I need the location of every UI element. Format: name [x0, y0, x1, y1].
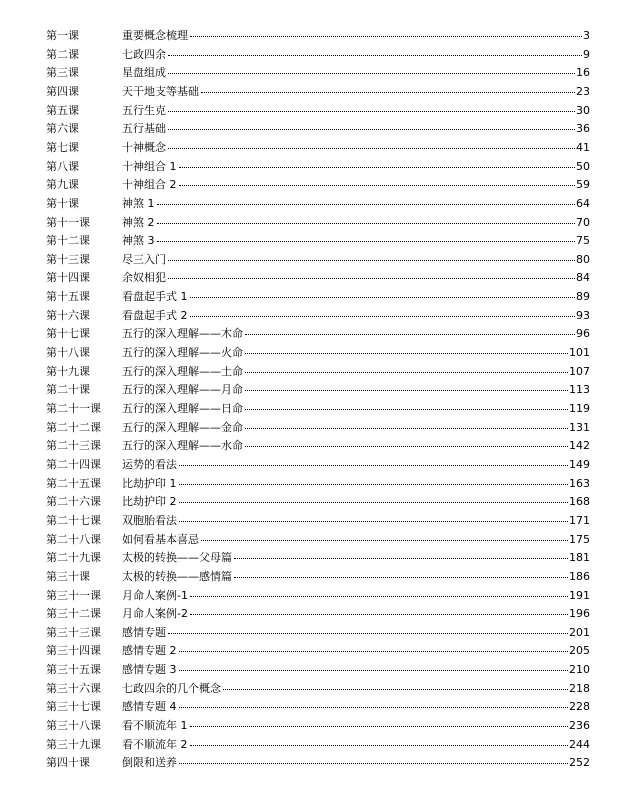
- lesson-title: 感情专题 2: [122, 644, 177, 658]
- toc-entry[interactable]: [0, 102, 636, 121]
- toc-entry[interactable]: [0, 251, 636, 270]
- dot-leader: [168, 129, 575, 130]
- lesson-title: 感情专题 4: [122, 700, 177, 714]
- lesson-title: 五行的深入理解——金命: [122, 420, 243, 434]
- page-number: 236: [569, 719, 590, 733]
- page-number: 16: [576, 66, 590, 80]
- lesson-title: 比劫护印 2: [122, 495, 177, 509]
- page-number: 101: [569, 346, 590, 360]
- toc-entry[interactable]: [0, 419, 636, 438]
- toc-entry-line: [122, 158, 590, 176]
- toc-entry-line: [122, 64, 590, 82]
- toc-entry-line: [122, 587, 590, 605]
- toc-entry-line: [122, 363, 590, 381]
- lesson-number: 第二十二课: [46, 420, 101, 434]
- lesson-title: 双胞胎看法: [122, 513, 177, 527]
- lesson-title: 神煞 1: [122, 196, 155, 210]
- lesson-number: 第四课: [46, 84, 79, 98]
- dot-leader: [179, 167, 576, 168]
- lesson-number: 第十二课: [46, 234, 90, 248]
- toc-entry-line: [122, 269, 590, 287]
- toc-entry-line: [122, 531, 590, 549]
- toc-entry-line: [122, 214, 590, 232]
- toc-entry-line: [122, 400, 590, 418]
- toc-entry[interactable]: [0, 475, 636, 494]
- toc-entry[interactable]: [0, 642, 636, 661]
- toc-entry[interactable]: [0, 400, 636, 419]
- toc-entry-line: [122, 493, 590, 511]
- lesson-title: 太极的转换——父母篇: [122, 551, 232, 565]
- toc-entry[interactable]: [0, 214, 636, 233]
- lesson-title: 五行的深入理解——火命: [122, 346, 243, 360]
- toc-entry-line: [122, 661, 590, 679]
- lesson-number: 第五课: [46, 103, 79, 117]
- dot-leader: [190, 614, 568, 615]
- toc-entry[interactable]: [0, 232, 636, 251]
- toc-entry-line: [122, 512, 590, 530]
- dot-leader: [245, 353, 568, 354]
- page-number: 41: [576, 140, 590, 154]
- toc-entry-line: [122, 717, 590, 735]
- lesson-number: 第六课: [46, 122, 79, 136]
- lesson-title: 比劫护印 1: [122, 476, 177, 490]
- page-number: 205: [569, 644, 590, 658]
- lesson-number: 第二十九课: [46, 551, 101, 565]
- toc-entry[interactable]: [0, 288, 636, 307]
- lesson-title: 五行的深入理解——木命: [122, 327, 243, 341]
- dot-leader: [245, 372, 568, 373]
- lesson-number: 第二十一课: [46, 402, 101, 415]
- lesson-number: 第十三课: [46, 252, 90, 266]
- toc-entry[interactable]: [0, 325, 636, 344]
- toc-entry[interactable]: [0, 64, 636, 83]
- toc-entry-line: [122, 437, 590, 455]
- toc-entry-line: [122, 307, 590, 325]
- toc-entry-line: [122, 251, 590, 269]
- toc-entry-line: [122, 642, 590, 660]
- lesson-number: 第一课: [46, 29, 79, 42]
- page-number: 228: [569, 700, 590, 714]
- page-number: 142: [569, 439, 590, 453]
- dot-leader: [179, 465, 568, 466]
- dot-leader: [168, 55, 582, 56]
- page-number: 218: [569, 681, 590, 695]
- lesson-title: 十神概念: [122, 140, 166, 154]
- dot-leader: [245, 334, 575, 335]
- dot-leader: [179, 670, 569, 671]
- lesson-number: 第四十课: [46, 756, 90, 770]
- toc-entry[interactable]: [0, 139, 636, 158]
- toc-entry[interactable]: [0, 531, 636, 550]
- toc-entry[interactable]: [0, 568, 636, 587]
- toc-entry-line: [122, 381, 590, 399]
- lesson-number: 第二十八课: [46, 532, 101, 546]
- lesson-title: 尽三入门: [122, 252, 166, 266]
- lesson-number: 第三十八课: [46, 719, 101, 733]
- page-number: 36: [576, 122, 590, 136]
- toc-entry[interactable]: [0, 381, 636, 400]
- lesson-title: 星盘组成: [122, 66, 166, 80]
- toc-entry[interactable]: [0, 176, 636, 195]
- dot-leader: [234, 577, 568, 578]
- toc-entry[interactable]: [0, 512, 636, 531]
- dot-leader: [168, 633, 568, 634]
- lesson-number: 第二十课: [46, 383, 90, 397]
- dot-leader: [245, 390, 568, 391]
- lesson-number: 第二十四课: [46, 457, 101, 471]
- lesson-number: 第三十二课: [46, 607, 101, 621]
- toc-entry[interactable]: [0, 195, 636, 214]
- page-number: 84: [576, 271, 590, 285]
- lesson-title: 神煞 2: [122, 215, 155, 229]
- page-number: 70: [576, 215, 590, 229]
- toc-entry-line: [122, 456, 590, 474]
- page-number: 96: [576, 327, 590, 341]
- page-number: 93: [576, 308, 590, 322]
- toc-entry-line: [122, 139, 590, 157]
- page-number: 50: [576, 159, 590, 173]
- lesson-title: 七政四余: [122, 47, 166, 61]
- toc-entry-line: [122, 475, 590, 493]
- lesson-number: 第三十一课: [46, 588, 101, 602]
- dot-leader: [179, 521, 568, 522]
- lesson-title: 五行的深入理解——日命: [122, 402, 243, 415]
- dot-leader: [168, 111, 575, 112]
- toc-entry-line: [122, 232, 590, 250]
- page-number: 171: [569, 513, 590, 527]
- toc-entry-line: [122, 680, 590, 698]
- toc-entry[interactable]: [0, 549, 636, 568]
- dot-leader: [179, 651, 569, 652]
- dot-leader: [157, 241, 576, 242]
- page-number: 64: [576, 196, 590, 210]
- lesson-number: 第十五课: [46, 290, 90, 304]
- dot-leader: [179, 185, 576, 186]
- page-number: 3: [583, 29, 590, 42]
- page-number: 23: [576, 84, 590, 98]
- lesson-title: 重要概念梳理: [122, 29, 188, 42]
- dot-leader: [190, 726, 569, 727]
- toc-entry-line: [122, 605, 590, 623]
- page-number: 89: [576, 290, 590, 304]
- page-number: 181: [569, 551, 590, 565]
- lesson-title: 天干地支等基础: [122, 84, 199, 98]
- lesson-title: 十神组合 1: [122, 159, 177, 173]
- dot-leader: [179, 484, 569, 485]
- page-number: 75: [576, 234, 590, 248]
- lesson-number: 第三课: [46, 66, 79, 80]
- lesson-number: 第八课: [46, 159, 79, 173]
- lesson-title: 感情专题 3: [122, 663, 177, 677]
- toc-entry[interactable]: [0, 307, 636, 326]
- lesson-number: 第三十课: [46, 569, 90, 583]
- toc-entry[interactable]: [0, 344, 636, 363]
- dot-leader: [157, 204, 576, 205]
- toc-entry-line: [122, 754, 590, 772]
- dot-leader: [245, 446, 568, 447]
- lesson-title: 运势的看法: [122, 457, 177, 471]
- page-number: 186: [569, 569, 590, 583]
- lesson-number: 第十课: [46, 196, 79, 210]
- lesson-title: 看盘起手式 1: [122, 290, 188, 304]
- lesson-title: 看不顺流年 1: [122, 719, 188, 733]
- dot-leader: [201, 540, 568, 541]
- page-number: 80: [576, 252, 590, 266]
- lesson-number: 第十八课: [46, 346, 90, 360]
- dot-leader: [190, 596, 568, 597]
- lesson-number: 第三十四课: [46, 644, 101, 658]
- toc-entry[interactable]: [0, 46, 636, 65]
- toc-entry[interactable]: [0, 680, 636, 699]
- dot-leader: [190, 297, 576, 298]
- page-number: 175: [569, 532, 590, 546]
- dot-leader: [201, 92, 575, 93]
- toc-entry[interactable]: [0, 456, 636, 475]
- dot-leader: [190, 745, 569, 746]
- page-number: 107: [569, 364, 590, 378]
- page-number: 30: [576, 103, 590, 117]
- toc-entry[interactable]: [0, 83, 636, 102]
- lesson-title: 感情专题: [122, 625, 166, 639]
- toc-entry[interactable]: [0, 363, 636, 382]
- lesson-number: 第十六课: [46, 308, 90, 322]
- lesson-number: 第十九课: [46, 364, 90, 378]
- dot-leader: [190, 36, 582, 37]
- dot-leader: [223, 689, 568, 690]
- toc-entry[interactable]: [0, 587, 636, 606]
- toc-entry-line: [122, 698, 590, 716]
- dot-leader: [179, 707, 569, 708]
- page-number: 244: [569, 737, 590, 751]
- lesson-title: 看盘起手式 2: [122, 308, 188, 322]
- toc-entry-line: [122, 325, 590, 343]
- lesson-number: 第三十五课: [46, 663, 101, 677]
- toc-entry[interactable]: [0, 736, 636, 755]
- lesson-number: 第十一课: [46, 215, 90, 229]
- lesson-number: 第三十九课: [46, 737, 101, 751]
- lesson-title: 五行基础: [122, 122, 166, 136]
- lesson-number: 第二十六课: [46, 495, 101, 509]
- toc-entry[interactable]: [0, 437, 636, 456]
- toc-entry[interactable]: [0, 754, 636, 773]
- dot-leader: [179, 502, 569, 503]
- lesson-title: 五行生克: [122, 103, 166, 117]
- page-number: 131: [569, 420, 590, 434]
- lesson-title: 十神组合 2: [122, 178, 177, 192]
- page-number: 59: [576, 178, 590, 192]
- toc-entry[interactable]: [0, 27, 636, 46]
- lesson-number: 第七课: [46, 140, 79, 154]
- lesson-title: 五行的深入理解——水命: [122, 439, 243, 453]
- lesson-title: 倒限和送养: [122, 756, 177, 770]
- dot-leader: [157, 223, 576, 224]
- toc-entry-line: [122, 736, 590, 754]
- dot-leader: [179, 763, 568, 764]
- lesson-number: 第三十七课: [46, 700, 101, 714]
- lesson-title: 五行的深入理解——土命: [122, 364, 243, 378]
- toc-entry[interactable]: [0, 661, 636, 680]
- toc-entry-line: [122, 102, 590, 120]
- toc-entry-line: [122, 46, 590, 64]
- lesson-number: 第三十三课: [46, 625, 101, 639]
- toc-entry-line: [122, 27, 590, 45]
- dot-leader: [168, 148, 575, 149]
- lesson-title: 五行的深入理解——月命: [122, 383, 243, 397]
- lesson-title: 七政四余的几个概念: [122, 681, 221, 695]
- lesson-number: 第二课: [46, 47, 79, 61]
- lesson-title: 神煞 3: [122, 234, 155, 248]
- lesson-title: 月命人案例-1: [122, 588, 188, 602]
- dot-leader: [190, 316, 576, 317]
- lesson-title: 月命人案例-2: [122, 607, 188, 621]
- dot-leader: [245, 428, 568, 429]
- lesson-title: 看不顺流年 2: [122, 737, 188, 751]
- toc-entry-line: [122, 83, 590, 101]
- page-number: 168: [569, 495, 590, 509]
- page-number: 201: [569, 625, 590, 639]
- page-number: 119: [569, 402, 590, 415]
- page-number: 191: [569, 588, 590, 602]
- toc-entry[interactable]: [0, 605, 636, 624]
- lesson-number: 第二十七课: [46, 513, 101, 527]
- page-number: 252: [569, 756, 590, 770]
- lesson-number: 第二十三课: [46, 439, 101, 453]
- toc-entry-line: [122, 549, 590, 567]
- toc-entry-line: [122, 419, 590, 437]
- lesson-title: 余奴相犯: [122, 271, 166, 285]
- page-number: 210: [569, 663, 590, 677]
- toc-entry-line: [122, 120, 590, 138]
- page-number: 196: [569, 607, 590, 621]
- dot-leader: [234, 558, 568, 559]
- dot-leader: [168, 260, 575, 261]
- toc-entry-line: [122, 288, 590, 306]
- toc-entry-line: [122, 568, 590, 586]
- page-number: 163: [569, 476, 590, 490]
- page-number: 9: [583, 47, 590, 61]
- lesson-title: 太极的转换——感情篇: [122, 569, 232, 583]
- dot-leader: [168, 73, 575, 74]
- toc-entry[interactable]: [0, 717, 636, 736]
- toc-entry[interactable]: [0, 698, 636, 717]
- lesson-number: 第十七课: [46, 327, 90, 341]
- toc-entry[interactable]: [0, 120, 636, 139]
- toc-entry-line: [122, 195, 590, 213]
- toc-entry[interactable]: [0, 269, 636, 288]
- lesson-number: 第九课: [46, 178, 79, 192]
- toc-entry[interactable]: [0, 624, 636, 643]
- toc-entry[interactable]: [0, 158, 636, 177]
- page-number: 149: [569, 457, 590, 471]
- lesson-number: 第三十六课: [46, 681, 101, 695]
- toc-entry-line: [122, 344, 590, 362]
- toc-entry-line: [122, 176, 590, 194]
- lesson-number: 第十四课: [46, 271, 90, 285]
- dot-leader: [168, 278, 575, 279]
- lesson-number: 第二十五课: [46, 476, 101, 490]
- toc-entry[interactable]: [0, 493, 636, 512]
- lesson-title: 如何看基本喜忌: [122, 532, 199, 546]
- dot-leader: [245, 409, 568, 410]
- toc-entry-line: [122, 624, 590, 642]
- page-number: 113: [569, 383, 590, 397]
